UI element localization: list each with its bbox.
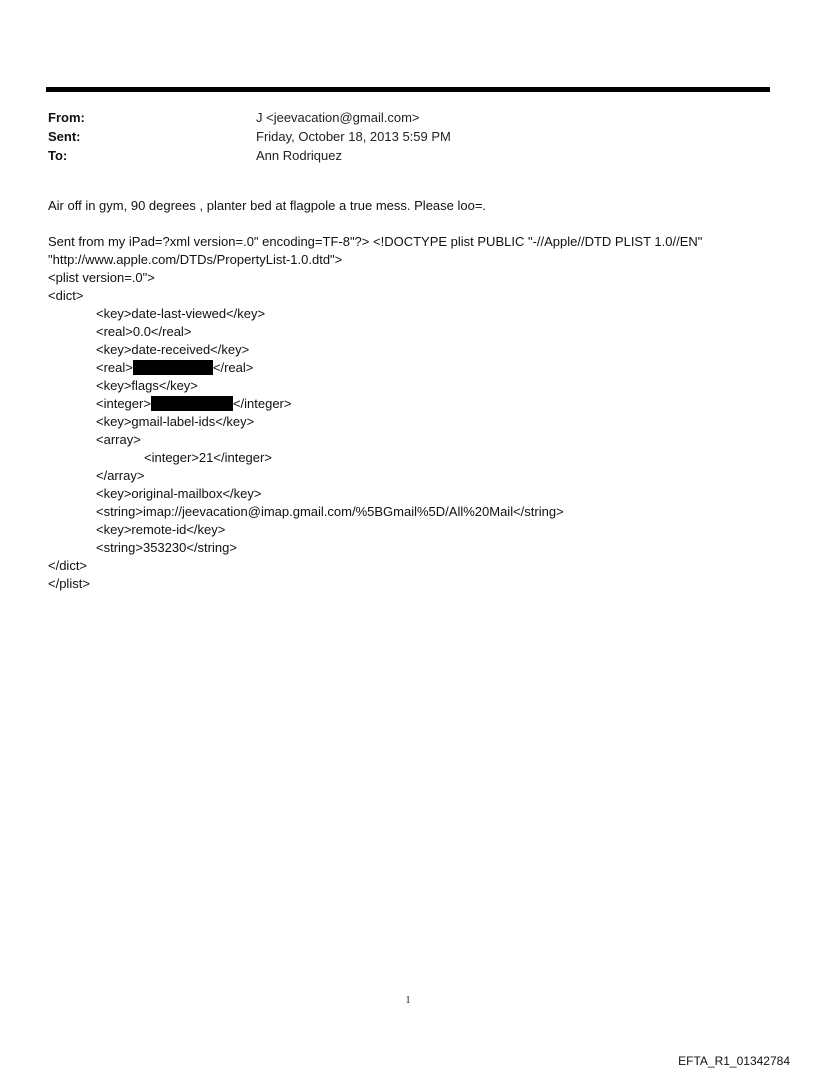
redaction-box [133, 360, 213, 375]
plist-line: <integer>21</integer> [144, 450, 272, 465]
plist-line: Sent from my iPad=?xml version=.0" encoding=TF-8"?> <!DOCTYPE plist PUBLIC "-//Apple//DTD PLIST 1.0//EN" [48, 234, 703, 249]
sent-row [48, 127, 748, 146]
to-row [48, 146, 748, 165]
plist-fragment: </integer> [232, 396, 292, 411]
to-label: To: [48, 148, 68, 163]
spacer [48, 215, 768, 233]
plist-line: <key>original-mailbox</key> [96, 486, 262, 501]
plist-line: </plist> [48, 576, 90, 591]
document-id: EFTA_R1_01342784 [678, 1054, 790, 1068]
sent-value: Friday, October 18, 2013 5:59 PM [256, 129, 451, 144]
plist-line: <array> [96, 432, 141, 447]
plist-line-redacted [48, 359, 768, 377]
plist-line: "http://www.apple.com/DTDs/PropertyList-1.0.dtd"> [48, 252, 343, 267]
plist-line: <dict> [48, 288, 84, 303]
email-header [48, 108, 748, 165]
email-body [48, 197, 768, 593]
plist-line: <key>date-received</key> [96, 342, 250, 357]
plist-line: <key>date-last-viewed</key> [96, 306, 266, 321]
plist-line: </dict> [48, 558, 88, 573]
from-row [48, 108, 748, 127]
plist-line: <key>flags</key> [96, 378, 198, 393]
plist-line: <string>353230</string> [96, 540, 237, 555]
plist-line: <real>0.0</real> [96, 324, 192, 339]
plist-line: <plist version=.0"> [48, 270, 155, 285]
plist-fragment: <real> [96, 360, 133, 375]
redaction-box [151, 396, 233, 411]
to-value: Ann Rodriquez [256, 148, 342, 163]
message-text: Air off in gym, 90 degrees , planter bed at flagpole a true mess. Please loo=. [48, 198, 487, 213]
plist-fragment: </real> [212, 360, 254, 375]
from-value: J <jeevacation@gmail.com> [256, 110, 420, 125]
plist-line: <string>imap://jeevacation@imap.gmail.com/%5BGmail%5D/All%20Mail</string> [96, 504, 564, 519]
plist-line: <key>gmail-label-ids</key> [96, 414, 255, 429]
header-rule [46, 87, 770, 92]
from-label: From: [48, 110, 85, 125]
plist-line: <key>remote-id</key> [96, 522, 226, 537]
page-number: 1 [405, 995, 411, 1006]
plist-line-redacted [48, 395, 768, 413]
plist-fragment: <integer> [96, 396, 151, 411]
plist-line: </array> [96, 468, 145, 483]
sent-label: Sent: [48, 129, 81, 144]
